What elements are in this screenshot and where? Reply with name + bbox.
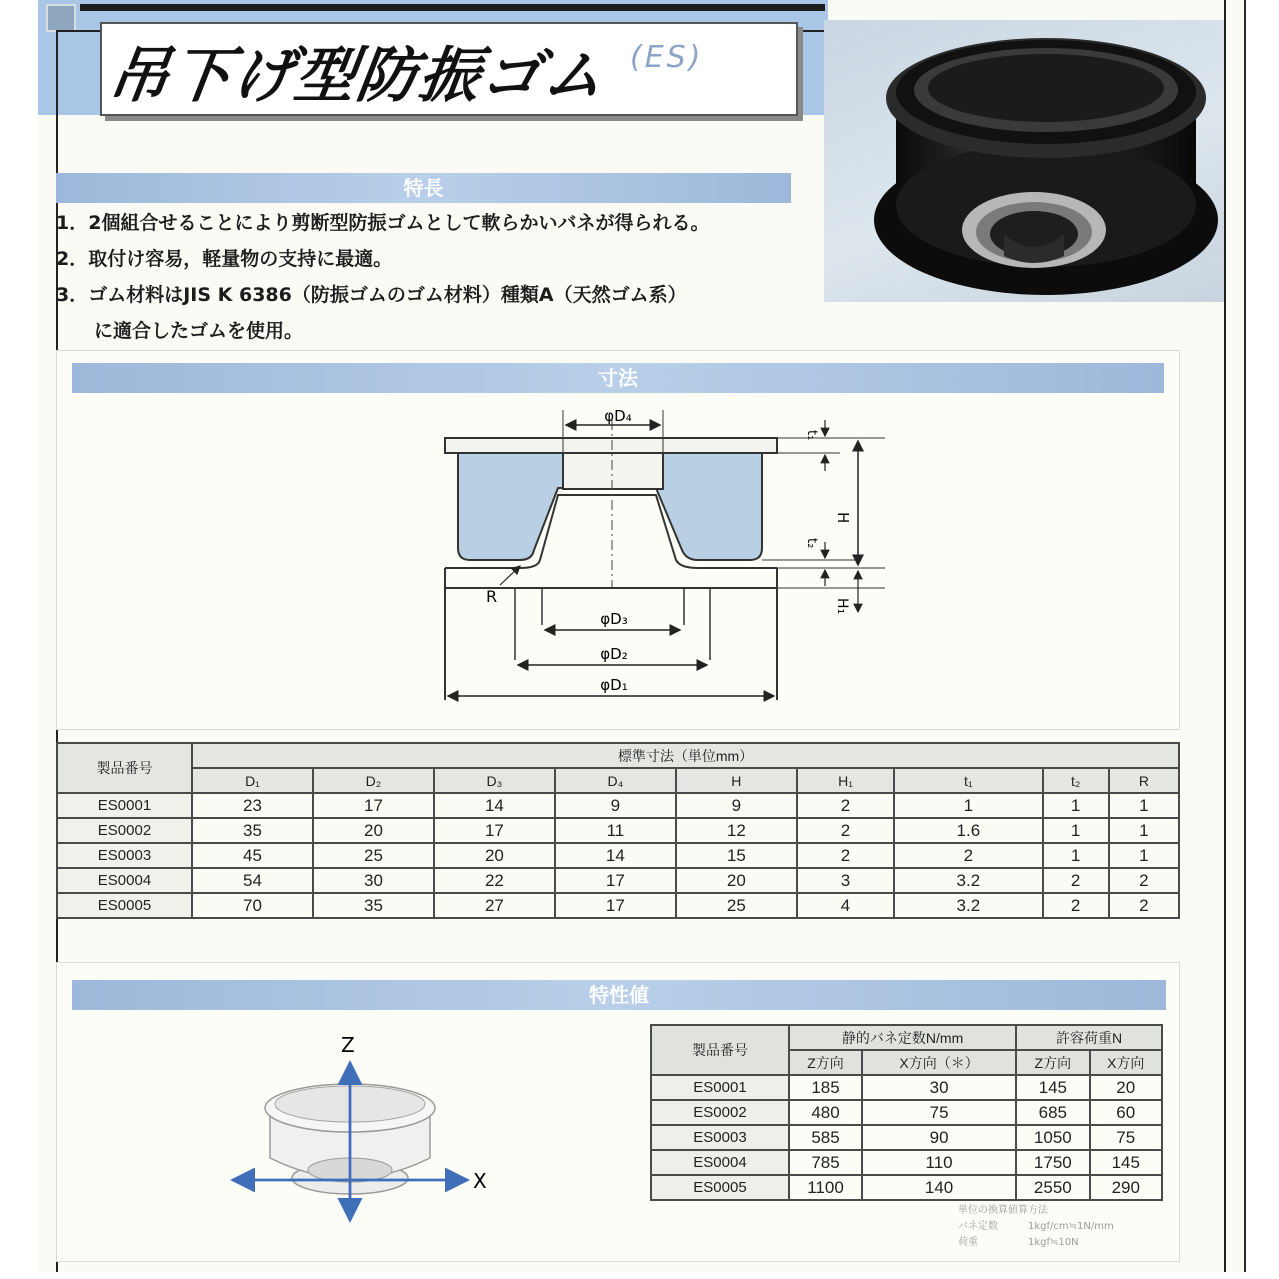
part-number-cell: ES0002 (57, 818, 192, 843)
page-title-code: (ES) (630, 40, 704, 75)
part-number-cell: ES0002 (651, 1100, 789, 1125)
part-number-cell: ES0003 (57, 843, 192, 868)
characteristic-cell: 75 (1090, 1125, 1163, 1150)
table-row (57, 843, 1179, 868)
dimension-cell: 2 (1043, 893, 1109, 918)
dimension-cell: 1 (1043, 793, 1109, 818)
part-number-cell: ES0003 (651, 1125, 789, 1150)
dimension-cell: 35 (192, 818, 313, 843)
header-rule (80, 4, 825, 11)
dimension-cell: 1 (1109, 843, 1179, 868)
label-h: H (834, 512, 852, 524)
dimension-cell: 17 (555, 868, 676, 893)
characteristic-cell: 1100 (789, 1175, 862, 1200)
label-h1: H₁ (834, 598, 850, 615)
frame-right-line (1224, 0, 1226, 1279)
dimension-cell: 20 (313, 818, 434, 843)
characteristic-cell: 480 (789, 1100, 862, 1125)
features-list (56, 205, 709, 349)
characteristic-cell: 145 (1090, 1150, 1163, 1175)
dimension-column-header: R (1109, 768, 1179, 793)
characteristic-cell: 30 (862, 1075, 1016, 1100)
characteristics-heading: 特性値 (72, 980, 1166, 1010)
dimension-cell: 17 (434, 818, 555, 843)
dimension-column-header: D₄ (555, 768, 676, 793)
features-heading: 特長 (56, 173, 791, 203)
dimension-cell: 11 (555, 818, 676, 843)
left-margin (0, 0, 38, 1279)
dimension-cell: 25 (676, 893, 797, 918)
x-direction-header: X方向（＊） (862, 1050, 1016, 1075)
dimension-cell: 9 (555, 793, 676, 818)
dimension-column-header: D₁ (192, 768, 313, 793)
rubber-mount-photo-icon (824, 20, 1224, 302)
characteristic-cell: 585 (789, 1125, 862, 1150)
note-value: 1kgf≒10N (1028, 1237, 1079, 1248)
dimension-cell: 2 (797, 818, 894, 843)
spring-constant-header: 静的バネ定数N/mm (789, 1025, 1016, 1050)
dimension-cell: 1.6 (894, 818, 1042, 843)
part-number-cell: ES0004 (651, 1150, 789, 1175)
dimension-cell: 2 (797, 793, 894, 818)
axis-z-label: Z (341, 1033, 355, 1057)
axis-figure (225, 1030, 505, 1230)
product-photo (824, 20, 1224, 302)
dimension-cell: 3.2 (894, 893, 1042, 918)
dimension-cell: 3 (797, 868, 894, 893)
dimension-cell: 1 (1109, 818, 1179, 843)
characteristic-cell: 1750 (1016, 1150, 1089, 1175)
feature-item: 1．2個組合せることにより剪断型防振ゴムとして軟らかいバネが得られる。 (56, 212, 710, 234)
characteristic-cell: 60 (1090, 1100, 1163, 1125)
table-row (651, 1075, 1162, 1100)
bottom-margin (0, 1272, 1279, 1279)
label-t1: t₁ (804, 430, 819, 441)
corner-tab (46, 4, 76, 32)
dimension-cell: 23 (192, 793, 313, 818)
dimension-cell: 1 (894, 793, 1042, 818)
z-direction-header: Z方向 (789, 1050, 862, 1075)
dimension-cell: 54 (192, 868, 313, 893)
note-value: 1kgf/cm≒1N/mm (1028, 1221, 1114, 1232)
table-row (57, 793, 1179, 818)
feature-item: 2．取付け容易，軽量物の支持に最適。 (56, 248, 393, 270)
dimension-cell: 14 (434, 793, 555, 818)
table-row (651, 1125, 1162, 1150)
table-row (651, 1175, 1162, 1200)
dimension-cell: 12 (676, 818, 797, 843)
unit-conversion-note (958, 1203, 1114, 1251)
axis-x-label: X (473, 1169, 487, 1193)
part-number-cell: ES0004 (57, 868, 192, 893)
dimension-cell: 45 (192, 843, 313, 868)
characteristic-cell: 685 (1016, 1100, 1089, 1125)
feature-item: に適合したゴムを使用。 (56, 320, 304, 342)
dimension-cell: 3.2 (894, 868, 1042, 893)
dimension-cell: 15 (676, 843, 797, 868)
standard-dimensions-header: 標準寸法（単位mm） (192, 743, 1179, 768)
dimension-cell: 9 (676, 793, 797, 818)
dimension-cell: 14 (555, 843, 676, 868)
label-d1: φD₁ (600, 676, 628, 694)
dimensions-table (56, 742, 1180, 919)
table-row (57, 893, 1179, 918)
characteristic-cell: 140 (862, 1175, 1016, 1200)
part-number-header: 製品番号 (651, 1025, 789, 1075)
characteristic-cell: 20 (1090, 1075, 1163, 1100)
dimension-cell: 2 (797, 843, 894, 868)
characteristic-cell: 2550 (1016, 1175, 1089, 1200)
dimensions-heading: 寸法 (72, 363, 1164, 393)
dimension-cell: 22 (434, 868, 555, 893)
note-label: バネ定数 (958, 1221, 998, 1232)
characteristic-cell: 185 (789, 1075, 862, 1100)
note-title: 単位の換算値算方法 (958, 1205, 1048, 1216)
right-margin (1246, 0, 1279, 1279)
part-number-cell: ES0001 (651, 1075, 789, 1100)
dimension-cell: 25 (313, 843, 434, 868)
label-t2: t₂ (804, 538, 819, 549)
dimension-cell: 17 (313, 793, 434, 818)
characteristic-cell: 145 (1016, 1075, 1089, 1100)
dimension-cell: 20 (676, 868, 797, 893)
dimension-cell: 35 (313, 893, 434, 918)
part-number-cell: ES0005 (57, 893, 192, 918)
dimension-cell: 2 (1043, 868, 1109, 893)
dimension-cell: 2 (1109, 893, 1179, 918)
dimension-cell: 2 (1109, 868, 1179, 893)
dimension-cell: 17 (555, 893, 676, 918)
dimension-cell: 1 (1043, 843, 1109, 868)
dimension-column-header: H (676, 768, 797, 793)
label-r: R (486, 587, 498, 606)
label-d4: φD₄ (604, 407, 632, 425)
characteristic-cell: 290 (1090, 1175, 1163, 1200)
label-d3: φD₃ (600, 610, 628, 628)
note-label: 荷重 (958, 1237, 978, 1248)
characteristic-cell: 785 (789, 1150, 862, 1175)
dimension-cell: 70 (192, 893, 313, 918)
feature-item: 3．ゴム材料はJIS K 6386（防振ゴムのゴム材料）種類A（天然ゴム系） (56, 284, 687, 306)
z-direction-header: Z方向 (1016, 1050, 1089, 1075)
dimension-column-header: H₁ (797, 768, 894, 793)
part-number-header: 製品番号 (57, 743, 192, 793)
dimension-column-header: t₂ (1043, 768, 1109, 793)
characteristics-table (650, 1024, 1163, 1201)
dimension-cell: 27 (434, 893, 555, 918)
characteristic-cell: 1050 (1016, 1125, 1089, 1150)
table-row (57, 868, 1179, 893)
characteristic-cell: 90 (862, 1125, 1016, 1150)
part-number-cell: ES0001 (57, 793, 192, 818)
dimension-column-header: D₃ (434, 768, 555, 793)
dimension-column-header: t₁ (894, 768, 1042, 793)
dimension-column-header: D₂ (313, 768, 434, 793)
dimension-cell: 4 (797, 893, 894, 918)
dimension-cell: 1 (1043, 818, 1109, 843)
dimension-cell: 1 (1109, 793, 1179, 818)
table-row (57, 818, 1179, 843)
label-d2: φD₂ (600, 645, 628, 663)
characteristic-cell: 110 (862, 1150, 1016, 1175)
allowable-load-header: 許容荷重N (1016, 1025, 1162, 1050)
dimension-diagram (420, 400, 900, 710)
dimension-cell: 30 (313, 868, 434, 893)
page-title: 吊下げ型防振ゴム (104, 41, 611, 111)
x-direction-header: X方向 (1090, 1050, 1163, 1075)
part-number-cell: ES0005 (651, 1175, 789, 1200)
table-row (651, 1100, 1162, 1125)
dimension-cell: 2 (894, 843, 1042, 868)
characteristic-cell: 75 (862, 1100, 1016, 1125)
table-row (651, 1150, 1162, 1175)
dimension-cell: 20 (434, 843, 555, 868)
